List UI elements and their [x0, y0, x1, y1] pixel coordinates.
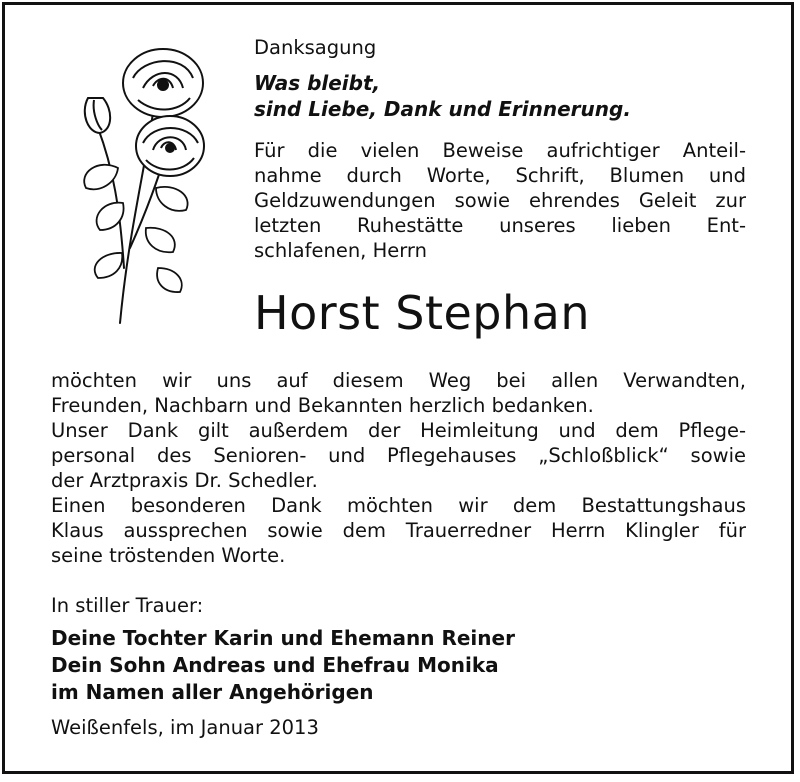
text-line: Klaus aussprechen sowie dem Trauerredner Herrn Klingler für: [51, 519, 746, 542]
motto-line: sind Liebe, Dank und Erinnerung.: [254, 97, 631, 121]
text-line: Freunden, Nachbarn und Bekannten herzlich bedanken.: [51, 394, 594, 417]
text-line: Einen besonderen Dank möchten wir dem Bestattungshaus: [51, 494, 746, 517]
place-date: Weißenfels, im Januar 2013: [51, 716, 319, 739]
rose-icon: [58, 38, 228, 328]
text-line: Für die vielen Beweise aufrichtiger Anteil-: [254, 139, 746, 162]
closing: In stiller Trauer:: [51, 594, 204, 617]
intro-paragraph: [254, 138, 746, 263]
motto-line: Was bleibt,: [254, 71, 381, 95]
body-paragraph: [51, 368, 746, 568]
text-line: Geldzuwendungen sowie ehrendes Geleit zur: [254, 189, 746, 212]
text-line: der Arztpraxis Dr. Schedler.: [51, 469, 318, 492]
text-line: schlafenen, Herrn: [254, 239, 427, 262]
text-line: seine tröstenden Worte.: [51, 544, 286, 567]
signer-line: Dein Sohn Andreas und Ehefrau Monika: [51, 653, 499, 677]
motto: [254, 70, 631, 122]
signer-line: im Namen aller Angehörigen: [51, 680, 374, 704]
text-line: letzten Ruhestätte unseres lieben Ent-: [254, 214, 746, 237]
signers: [51, 625, 515, 706]
text-line: möchten wir uns auf diesem Weg bei allen Verwandten,: [51, 369, 746, 392]
signer-line: Deine Tochter Karin und Ehemann Reiner: [51, 626, 515, 650]
text-line: nahme durch Worte, Schrift, Blumen und: [254, 164, 746, 187]
heading: Danksagung: [254, 36, 377, 59]
text-line: Unser Dank gilt außerdem der Heimleitung und dem Pflege-: [51, 419, 746, 442]
deceased-name: Horst Stephan: [254, 286, 591, 340]
text-line: personal des Senioren- und Pflegehauses „Schloßblick“ sowie: [51, 444, 746, 467]
